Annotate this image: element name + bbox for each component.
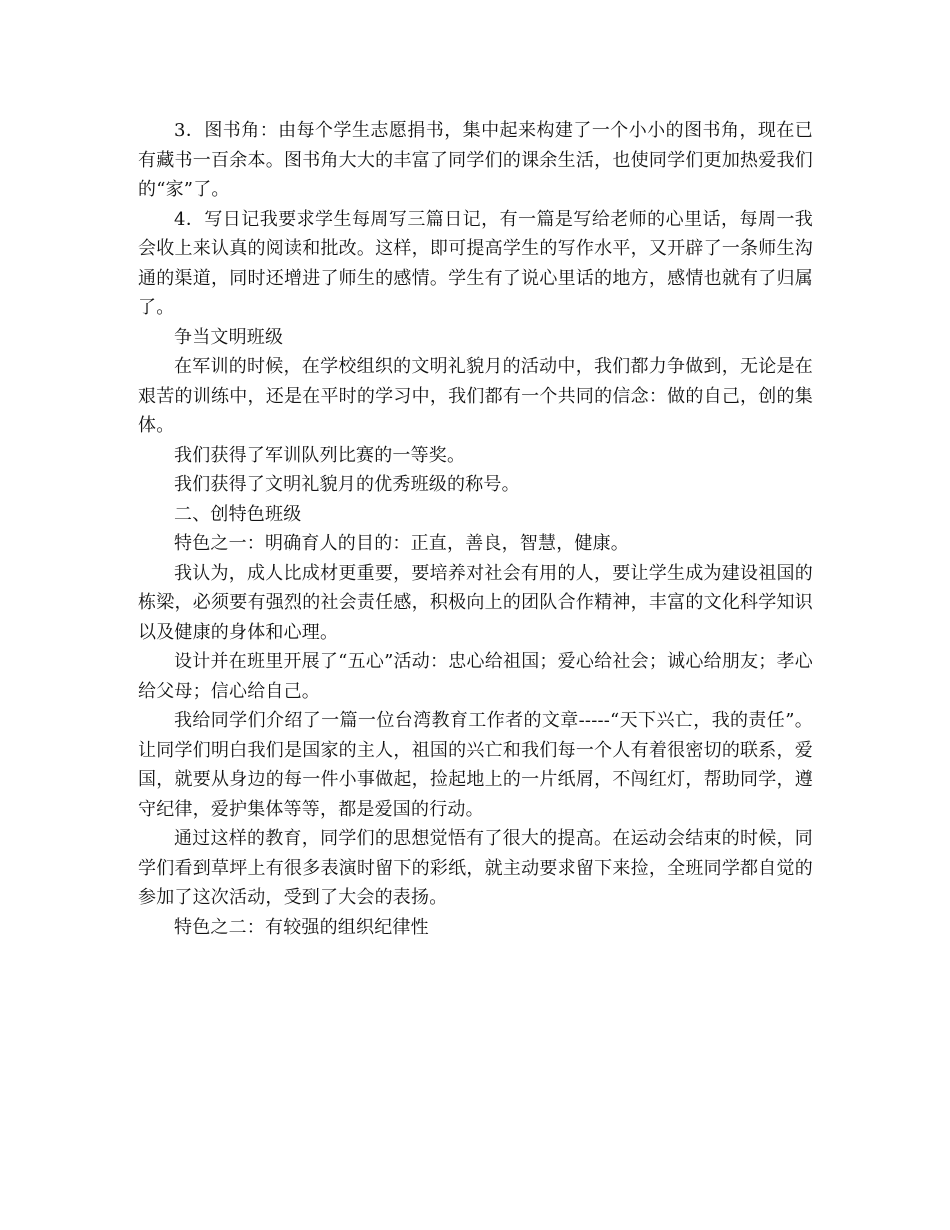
paragraph-feature-one: 特色之一：明确育人的目的：正直，善良，智慧，健康。	[174, 533, 629, 554]
heading-characteristic-class: 二、创特色班级	[174, 503, 302, 525]
paragraph-educate-people: 我认为，成人比成材更重要，要培养对社会有用的人，要让学生成为建设祖国的栋梁，必须要有强烈的社会责任感，积极向上的团队合作精神，丰富的文化科学知识以及健康的身体和心理。	[138, 562, 813, 643]
paragraph-award-excellent-class: 我们获得了文明礼貌月的优秀班级的称号。	[174, 474, 520, 495]
paragraph-sports-meeting: 通过这样的教育，同学们的思想觉悟有了很大的提高。在运动会结束的时候，同学们看到草坪上有很多表演时留下的彩纸，就主动要求留下来捡，全班同学都自觉的参加了这次活动，受到了大会的表扬。	[138, 828, 813, 908]
document-body	[138, 116, 813, 942]
heading-feature-two: 特色之二：有较强的组织纪律性	[174, 916, 429, 938]
paragraph-book-corner: 3．图书角：由每个学生志愿捐书，集中起来构建了一个小小的图书角，现在已有藏书一百余本。图书角大大的丰富了同学们的课余生活，也使同学们更加热爱我们的“家”了。	[138, 120, 813, 200]
paragraph-five-hearts: 设计并在班里开展了“五心”活动：忠心给祖国；爱心给社会；诚心给朋友；孝心给父母；信心给自己。	[138, 651, 813, 702]
paragraph-diary: 4．写日记我要求学生每周写三篇日记，有一篇是写给老师的心里话，每周一我会收上来认真的阅读和批改。这样，即可提高学生的写作水平，又开辟了一条师生沟通的渠道，同时还增进了师生的感情。学生有了说心里话的地方，感情也就有了归属了。	[138, 208, 813, 318]
heading-civilized-class: 争当文明班级	[174, 326, 284, 348]
paragraph-taiwan-article: 我给同学们介绍了一篇一位台湾教育工作者的文章-----“天下兴亡，我的责任”。让同学们明白我们是国家的主人，祖国的兴亡和我们每一个人有着很密切的联系，爱国，就要从身边的每一件小事做起，捡起地上的一片纸屑，不闯红灯，帮助同学，遵守纪律，爱护集体等等，都是爱国的行动。	[138, 710, 813, 820]
paragraph-military-training: 在军训的时候，在学校组织的文明礼貌月的活动中，我们都力争做到，无论是在艰苦的训练中，还是在平时的学习中，我们都有一个共同的信念：做的自己，创的集体。	[138, 356, 813, 436]
paragraph-award-drill: 我们获得了军训队列比赛的一等奖。	[174, 444, 466, 466]
